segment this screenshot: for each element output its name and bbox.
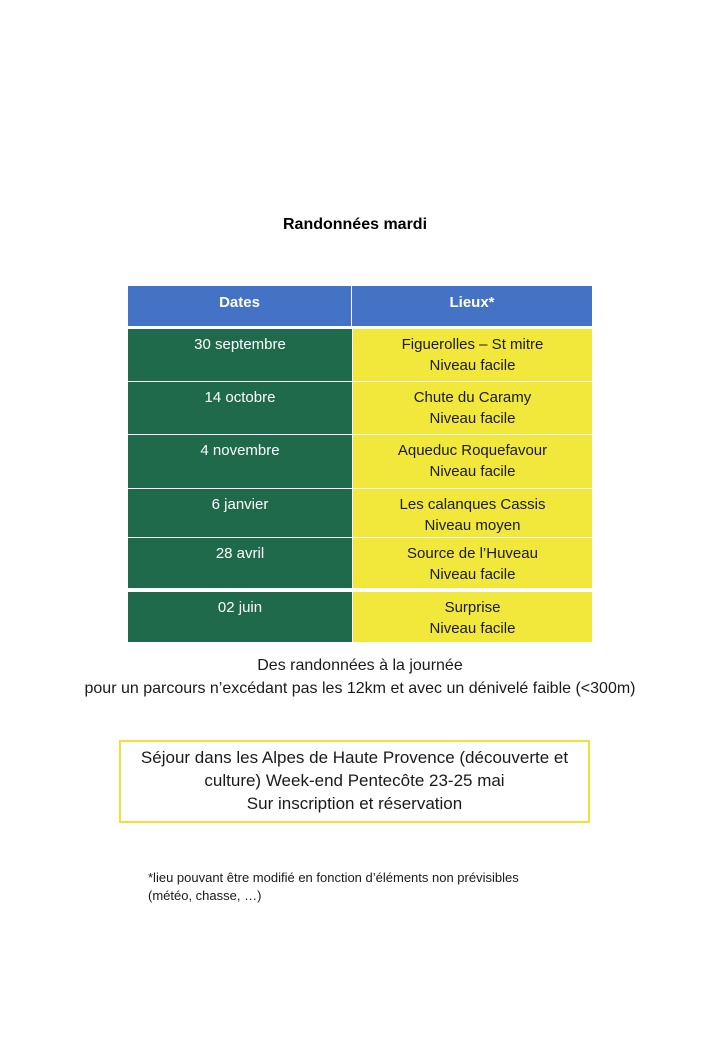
place-cell (352, 592, 592, 642)
summary-line: Des randonnées à la journée (257, 657, 463, 674)
date-cell: 30 septembre (128, 329, 352, 381)
stay-announcement-box (119, 740, 590, 823)
footnote-line: *lieu pouvant être modifié en fonction d’éléments non prévisibles (148, 870, 519, 885)
difficulty-level: Niveau facile (429, 357, 516, 374)
place-cell (352, 538, 592, 588)
place-cell (352, 435, 592, 488)
date-cell: 6 janvier (128, 489, 352, 537)
date-cell: 02 juin (128, 592, 352, 642)
summary-line: pour un parcours n’excédant pas les 12km et avec un dénivelé faible (<300m) (84, 680, 636, 697)
difficulty-level: Niveau facile (429, 410, 516, 427)
difficulty-level: Niveau facile (429, 566, 516, 583)
table-row (128, 381, 592, 434)
footnote-line: (météo, chasse, …) (148, 888, 262, 903)
hike-schedule-table (128, 286, 592, 642)
stay-line: Sur inscription et réservation (246, 794, 463, 813)
stay-line: Séjour dans les Alpes de Haute Provence (découverte et (140, 748, 569, 767)
place-name: Les calanques Cassis (399, 496, 546, 513)
header-dates: Dates (128, 286, 352, 326)
stay-line: culture) Week-end Pentecôte 23-25 mai (204, 771, 505, 790)
place-name: Surprise (444, 599, 501, 616)
difficulty-level: Niveau facile (429, 620, 516, 637)
date-cell: 28 avril (128, 538, 352, 588)
footnote (148, 869, 588, 905)
table-row (128, 591, 592, 642)
place-name: Source de l’Huveau (407, 545, 538, 562)
table-row (128, 328, 592, 381)
table-row (128, 537, 592, 588)
header-places: Lieux* (449, 294, 495, 311)
difficulty-level: Niveau facile (429, 463, 516, 480)
place-cell (352, 329, 592, 381)
place-cell (352, 382, 592, 434)
table-header-row (128, 286, 592, 326)
date-cell: 14 octobre (128, 382, 352, 434)
place-cell (352, 489, 592, 537)
table-row (128, 434, 592, 488)
hike-summary (0, 654, 720, 700)
page-title: Randonnées mardi (282, 216, 428, 233)
place-name: Chute du Caramy (413, 389, 532, 406)
place-name: Figuerolles – St mitre (401, 336, 544, 353)
place-name: Aqueduc Roquefavour (397, 442, 548, 459)
difficulty-level: Niveau moyen (424, 517, 521, 534)
table-row (128, 488, 592, 537)
date-cell: 4 novembre (128, 435, 352, 488)
